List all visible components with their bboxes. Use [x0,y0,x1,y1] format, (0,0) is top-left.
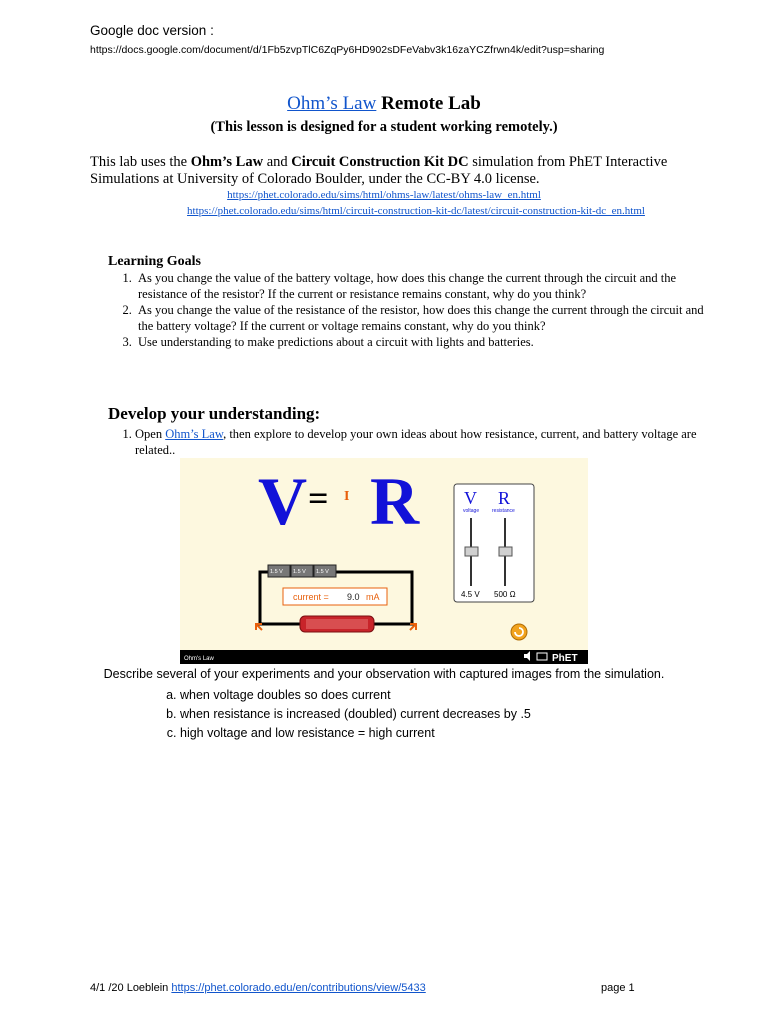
footer-contribution-link[interactable]: https://phet.colorado.edu/en/contributions/view/5433 [171,982,426,994]
answer-item: c. high voltage and low resistance = high current [180,724,531,743]
footer-author-date: 4/1 /20 Loeblein [90,982,172,994]
footer-left [90,982,426,994]
battery-label: 1.5 V [316,569,329,575]
resistance-value: 500 Ω [494,590,516,599]
intro-bold-cck: Circuit Construction Kit DC [291,154,469,170]
resistance-slider-thumb[interactable] [499,547,512,556]
describe-prompt: Describe several of your experiments and your observation with captured images from the simulation. [103,667,665,681]
voltage-value: 4.5 V [461,590,480,599]
equation-i: I [344,489,350,504]
develop-heading: Develop your understanding: [108,404,321,423]
battery-label: 1.5 V [270,569,283,575]
slider-r-letter: R [498,488,511,508]
ohms-law-simulation-screenshot[interactable] [180,458,588,664]
simulation-canvas [180,458,588,664]
sim-name: Ohm's Law [184,656,214,662]
intro-paragraph [90,154,690,188]
learning-goal-item: 2. As you change the value of the resistance of the resistor, how does this change the current through the circuit and the battery voltage? If the current or voltage remains constant, why do you think? [135,302,715,334]
learning-goal-item: 1. As you change the value of the battery voltage, how does this change the current through the circuit and the resistance of the resistor? If the current or resistance remains constant, why do you think? [135,270,715,302]
answers-list [148,686,531,743]
intro-text: This lab uses the [90,154,191,170]
title-ohms-law-link[interactable]: Ohm’s Law [287,93,377,114]
equation-r: R [370,463,420,539]
doc-version-label: Google doc version : [90,23,214,38]
develop-item [135,426,715,458]
page-number: page 1 [601,982,635,994]
reset-button[interactable] [511,624,527,640]
slider-v-letter: V [464,488,477,508]
phet-logo[interactable]: PhET [552,653,578,664]
equation-equals: = [308,478,329,518]
intro-bold-ohms-law: Ohm’s Law [190,154,264,170]
doc-version-url[interactable]: https://docs.google.com/document/d/1Fb5zvpTlC6ZqPy6HD902sDFeVabv3k16zaYCZfrwn4k/edit?usp=sharing [90,44,605,56]
current-unit: mA [366,592,380,602]
develop-text: , then explore to develop your own ideas about how resistance, current, and battery voltage are related.. [135,427,697,457]
learning-goals-heading: Learning Goals [108,254,201,269]
page-title [0,93,768,115]
intro-text: simulation from PhET Interactive Simulations at University of Colorado Boulder, under the CC-BY 4.0 license. [90,154,668,187]
voltage-slider-thumb[interactable] [465,547,478,556]
equation-v: V [258,463,308,539]
cck-sim-link-wrap [0,205,768,217]
page-subtitle: (This lesson is designed for a student working remotely.) [210,119,558,135]
intro-text: and [263,154,292,170]
cck-sim-link[interactable]: https://phet.colorado.edu/sims/html/circuit-construction-kit-dc/latest/circuit-construction-kit-dc_en.html [187,205,645,217]
current-label: current = [293,592,329,602]
battery-label: 1.5 V [293,569,306,575]
ohms-law-sim-link-wrap [0,189,768,201]
slider-v-caption: voltage [463,508,480,514]
answer-item: b. when resistance is increased (doubled) current decreases by .5 [180,705,531,724]
develop-text: Open [135,427,166,441]
current-value: 9.0 [347,592,360,602]
ohms-law-sim-link[interactable]: https://phet.colorado.edu/sims/html/ohms-law/latest/ohms-law_en.html [227,189,541,201]
title-rest: Remote Lab [376,93,481,114]
learning-goals-list [108,270,715,350]
answer-item: a. when voltage doubles so does current [180,686,531,705]
slider-r-caption: resistance [492,508,515,514]
resistor-texture [306,619,368,629]
develop-list [108,426,715,458]
learning-goal-item: 3. Use understanding to make predictions about a circuit with lights and batteries. [135,334,715,350]
develop-ohms-law-link[interactable]: Ohm’s Law [165,427,224,441]
